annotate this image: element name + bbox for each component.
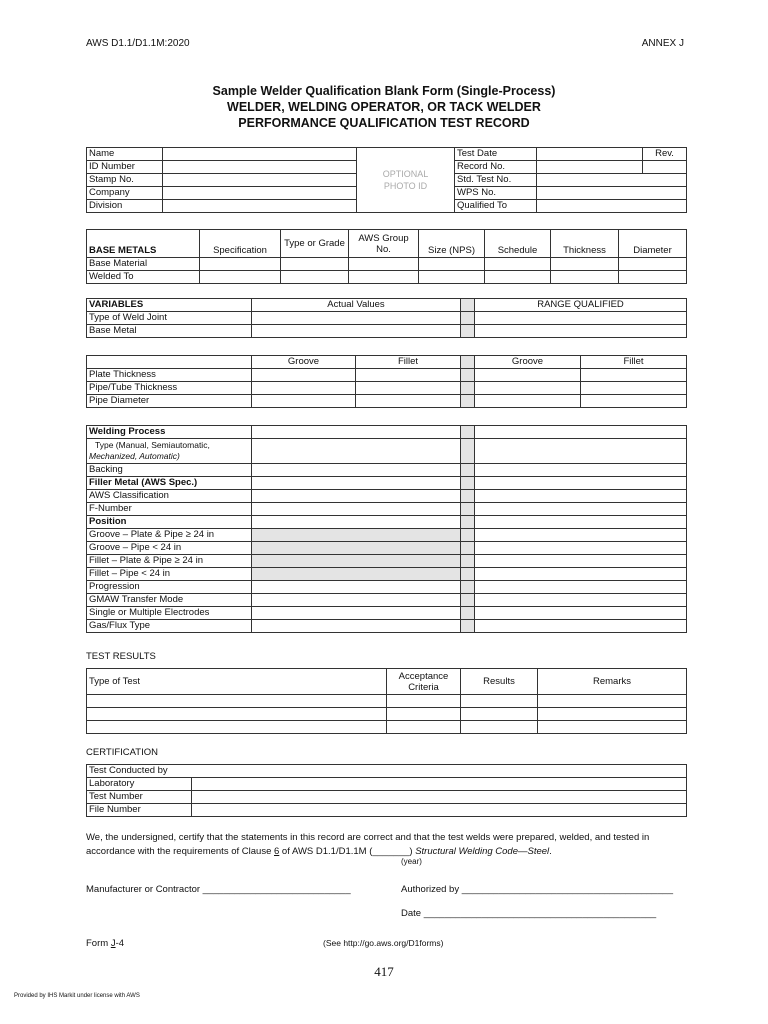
name-field[interactable]: [163, 148, 357, 161]
statement-text: accordance with the requirements of Clause: [86, 846, 274, 857]
table-row: [87, 477, 687, 490]
table-row: [87, 312, 687, 325]
record-no-field[interactable]: [537, 161, 643, 174]
table-cell[interactable]: [252, 581, 461, 594]
base-metals-table: [86, 229, 687, 284]
table-cell[interactable]: [87, 695, 387, 708]
progression-label: Progression: [87, 581, 252, 594]
table-cell[interactable]: [581, 382, 687, 395]
table-row: [87, 529, 687, 542]
division-label: Division: [87, 200, 163, 213]
rev-field[interactable]: [643, 161, 687, 174]
id-number-label: ID Number: [87, 161, 163, 174]
column-header: Specification: [200, 230, 281, 258]
table-cell[interactable]: [475, 568, 687, 581]
test-results-heading: TEST RESULTS: [86, 651, 156, 662]
id-number-field[interactable]: [163, 161, 357, 174]
type-label: [87, 439, 252, 464]
std-test-no-label: Std. Test No.: [455, 174, 537, 187]
test-date-field[interactable]: [537, 148, 643, 161]
shaded-cell: [461, 529, 475, 542]
shaded-cell: [461, 299, 475, 312]
table-cell[interactable]: [619, 271, 687, 284]
table-row: [87, 778, 687, 791]
table-cell[interactable]: [475, 439, 687, 464]
laboratory-label: Laboratory: [87, 778, 192, 791]
variables-table: [86, 298, 687, 338]
shaded-cell: [461, 312, 475, 325]
table-row: [87, 568, 687, 581]
shaded-cell: [461, 581, 475, 594]
file-number-label: File Number: [87, 804, 192, 817]
shaded-cell: [461, 516, 475, 529]
document-code: AWS D1.1/D1.1M:2020: [86, 38, 190, 49]
shaded-cell: [461, 395, 475, 408]
table-cell[interactable]: [475, 426, 687, 439]
table-row: [87, 542, 687, 555]
table-cell[interactable]: [252, 620, 461, 633]
table-cell[interactable]: [252, 439, 461, 464]
table-row: [87, 439, 687, 464]
table-row: [87, 695, 687, 708]
photo-label-2: PHOTO ID: [383, 181, 428, 191]
table-cell[interactable]: [252, 312, 461, 325]
form-letter: J: [110, 938, 116, 949]
table-row: [87, 620, 687, 633]
range-qualified-header: RANGE QUALIFIED: [475, 299, 687, 312]
base-material-label: Base Material: [87, 258, 200, 271]
filler-metal-label: Filler Metal (AWS Spec.): [87, 477, 252, 490]
table-cell[interactable]: [538, 695, 687, 708]
table-cell[interactable]: [252, 503, 461, 516]
shaded-cell: [461, 568, 475, 581]
electrodes-label: Single or Multiple Electrodes: [87, 607, 252, 620]
pipe-thickness-label: Pipe/Tube Thickness: [87, 382, 252, 395]
table-cell[interactable]: [419, 271, 485, 284]
groove-pipe-label: Groove – Pipe < 24 in: [87, 542, 252, 555]
form-suffix: -4: [115, 938, 125, 949]
stamp-no-label: Stamp No.: [87, 174, 163, 187]
table-header-row: [87, 356, 687, 369]
table-cell[interactable]: [475, 555, 687, 568]
table-cell[interactable]: [252, 464, 461, 477]
table-row: [87, 721, 687, 734]
table-cell[interactable]: [356, 395, 461, 408]
table-row: [87, 325, 687, 338]
test-date-label: Test Date: [455, 148, 537, 161]
table-cell[interactable]: [387, 708, 461, 721]
table-cell[interactable]: [475, 620, 687, 633]
wps-no-label: WPS No.: [455, 187, 537, 200]
shaded-cell: [252, 568, 461, 581]
rev-label: Rev.: [643, 148, 687, 161]
table-cell[interactable]: [349, 271, 419, 284]
shaded-cell: [252, 542, 461, 555]
groove-plate-label: Groove – Plate & Pipe ≥ 24 in: [87, 529, 252, 542]
record-no-label: Record No.: [455, 161, 537, 174]
page-number: 417: [374, 964, 394, 979]
type-label-line2: Mechanized, Automatic): [89, 451, 180, 461]
shaded-cell: [461, 464, 475, 477]
welding-process-table: [86, 425, 687, 633]
table-row: [87, 594, 687, 607]
variables-header: VARIABLES: [87, 299, 252, 312]
std-test-no-field[interactable]: [537, 174, 687, 187]
table-cell[interactable]: [349, 258, 419, 271]
table-cell[interactable]: [252, 490, 461, 503]
table-cell[interactable]: [387, 695, 461, 708]
laboratory-field[interactable]: [192, 778, 687, 791]
table-cell[interactable]: [538, 721, 687, 734]
table-cell[interactable]: [387, 721, 461, 734]
table-cell[interactable]: [252, 395, 356, 408]
shaded-cell: [461, 439, 475, 464]
table-cell[interactable]: [581, 395, 687, 408]
table-cell[interactable]: [475, 490, 687, 503]
table-cell[interactable]: [538, 708, 687, 721]
table-cell[interactable]: [461, 721, 538, 734]
fillet-plate-label: Fillet – Plate & Pipe ≥ 24 in: [87, 555, 252, 568]
table-cell[interactable]: [475, 477, 687, 490]
aws-classification-label: AWS Classification: [87, 490, 252, 503]
table-cell[interactable]: [87, 708, 387, 721]
division-field[interactable]: [163, 200, 357, 213]
table-row: [87, 464, 687, 477]
table-cell[interactable]: [252, 607, 461, 620]
table-row: [87, 555, 687, 568]
table-row: [87, 258, 687, 271]
form-number: [86, 937, 124, 950]
file-number-field[interactable]: [192, 804, 687, 817]
table-cell[interactable]: [475, 529, 687, 542]
form-subtitle-2: PERFORMANCE QUALIFICATION TEST RECORD: [238, 116, 530, 130]
table-cell[interactable]: [485, 258, 551, 271]
table-row: [87, 765, 687, 778]
table-cell[interactable]: [485, 271, 551, 284]
table-row: [87, 708, 687, 721]
table-row: [87, 490, 687, 503]
welding-process-label: Welding Process: [87, 426, 252, 439]
form-prefix: Form: [86, 938, 111, 949]
weld-joint-label: Type of Weld Joint: [87, 312, 252, 325]
shaded-cell: [461, 503, 475, 516]
company-label: Company: [87, 187, 163, 200]
table-row: [87, 804, 687, 817]
statement-text: of AWS D1.1/D1.1M (_______): [279, 846, 416, 857]
qualified-to-label: Qualified To: [455, 200, 537, 213]
table-cell[interactable]: [252, 516, 461, 529]
backing-label: Backing: [87, 464, 252, 477]
shaded-cell: [461, 607, 475, 620]
remarks-header: Remarks: [538, 669, 687, 695]
certification-table: [86, 764, 687, 817]
column-header: Schedule: [485, 230, 551, 258]
certification-heading: CERTIFICATION: [86, 747, 158, 758]
table-cell[interactable]: [281, 271, 349, 284]
clause-number: 6: [274, 846, 280, 857]
acceptance-line2: Criteria: [408, 681, 439, 693]
table-cell[interactable]: [551, 271, 619, 284]
shaded-cell: [461, 369, 475, 382]
shaded-cell: [461, 490, 475, 503]
photo-label-1: OPTIONAL: [382, 169, 429, 179]
column-header: AWS Group No.: [349, 230, 419, 258]
table-cell[interactable]: [419, 258, 485, 271]
welded-to-label: Welded To: [87, 271, 200, 284]
table-cell[interactable]: [461, 695, 538, 708]
forms-url-note: (See http://go.aws.org/D1forms): [323, 938, 444, 948]
actual-values-header: Actual Values: [252, 299, 461, 312]
table-row: [87, 426, 687, 439]
position-label: Position: [87, 516, 252, 529]
gmaw-label: GMAW Transfer Mode: [87, 594, 252, 607]
table-cell[interactable]: [356, 382, 461, 395]
year-caption: (year): [401, 857, 422, 866]
table-cell[interactable]: [475, 516, 687, 529]
table-cell[interactable]: [475, 542, 687, 555]
table-row: [87, 369, 687, 382]
test-results-table: [86, 668, 687, 734]
table-cell[interactable]: [475, 607, 687, 620]
plate-thickness-label: Plate Thickness: [87, 369, 252, 382]
code-name: Structural Welding Code—Steel: [415, 846, 550, 857]
table-row: [87, 581, 687, 594]
table-cell[interactable]: [475, 581, 687, 594]
groove-header: Groove: [252, 356, 356, 369]
table-row: [87, 382, 687, 395]
table-header-row: [87, 230, 687, 258]
thickness-table: [86, 355, 687, 408]
pipe-diameter-label: Pipe Diameter: [87, 395, 252, 408]
table-cell[interactable]: [87, 721, 387, 734]
table-cell[interactable]: [475, 503, 687, 516]
form-title: Sample Welder Qualification Blank Form (Single-Process): [212, 84, 556, 98]
table-cell[interactable]: [551, 258, 619, 271]
table-cell[interactable]: [200, 271, 281, 284]
table-cell[interactable]: [356, 369, 461, 382]
table-row: [87, 607, 687, 620]
groove-range-header: Groove: [475, 356, 581, 369]
test-conducted-by-label: Test Conducted by: [87, 765, 687, 778]
table-row: [87, 503, 687, 516]
test-number-label: Test Number: [87, 791, 192, 804]
f-number-label: F-Number: [87, 503, 252, 516]
column-header: Type or Grade: [281, 230, 349, 258]
test-number-field[interactable]: [192, 791, 687, 804]
table-cell[interactable]: [281, 258, 349, 271]
table-cell[interactable]: [475, 382, 581, 395]
shaded-cell: [461, 555, 475, 568]
table-cell[interactable]: [475, 369, 581, 382]
name-label: Name: [87, 148, 163, 161]
certification-statement-line2: [86, 845, 552, 858]
table-cell[interactable]: [475, 464, 687, 477]
table-cell[interactable]: [200, 258, 281, 271]
type-of-test-header: Type of Test: [87, 669, 387, 695]
table-cell[interactable]: [252, 594, 461, 607]
wps-no-field[interactable]: [537, 187, 687, 200]
gas-flux-label: Gas/Flux Type: [87, 620, 252, 633]
shaded-cell: [461, 356, 475, 369]
table-cell[interactable]: [475, 594, 687, 607]
table-cell[interactable]: [461, 708, 538, 721]
statement-text: .: [549, 846, 552, 857]
table-row: [87, 791, 687, 804]
shaded-cell: [252, 555, 461, 568]
shaded-cell: [252, 529, 461, 542]
column-header: Diameter: [619, 230, 687, 258]
table-cell[interactable]: [475, 395, 581, 408]
shaded-cell: [461, 426, 475, 439]
date-signature-line[interactable]: Date ____________________________________________: [401, 908, 657, 919]
base-metal-label: Base Metal: [87, 325, 252, 338]
stamp-no-field[interactable]: [163, 174, 357, 187]
table-cell[interactable]: [252, 369, 356, 382]
form-subtitle-1: WELDER, WELDING OPERATOR, OR TACK WELDER: [227, 100, 541, 114]
table-row: [87, 271, 687, 284]
table-cell[interactable]: [252, 477, 461, 490]
results-header: Results: [461, 669, 538, 695]
table-header-row: [87, 299, 687, 312]
shaded-cell: [461, 594, 475, 607]
table-cell[interactable]: [475, 312, 687, 325]
photo-id-box: [357, 148, 455, 213]
fillet-pipe-label: Fillet – Pipe < 24 in: [87, 568, 252, 581]
table-row: [87, 148, 687, 161]
shaded-cell: [461, 325, 475, 338]
manufacturer-signature-line[interactable]: Manufacturer or Contractor ____________________________: [86, 884, 351, 895]
table-cell[interactable]: [252, 382, 356, 395]
column-header: Thickness: [551, 230, 619, 258]
fillet-header: Fillet: [356, 356, 461, 369]
annex-label: ANNEX J: [641, 38, 684, 49]
table-row: [87, 395, 687, 408]
shaded-cell: [461, 620, 475, 633]
table-cell[interactable]: [581, 369, 687, 382]
table-row: [87, 516, 687, 529]
company-field[interactable]: [163, 187, 357, 200]
table-cell[interactable]: [252, 426, 461, 439]
qualified-to-field[interactable]: [537, 200, 687, 213]
table-cell[interactable]: [475, 325, 687, 338]
shaded-cell: [461, 542, 475, 555]
acceptance-criteria-header: [387, 669, 461, 695]
table-cell[interactable]: [252, 325, 461, 338]
shaded-cell: [461, 382, 475, 395]
id-block-table: [86, 147, 687, 213]
table-cell[interactable]: [619, 258, 687, 271]
column-header: Size (NPS): [419, 230, 485, 258]
authorized-by-signature-line[interactable]: Authorized by ________________________________________: [401, 884, 674, 895]
acceptance-line1: Acceptance: [398, 670, 449, 682]
provided-by-note: Provided by IHS Markit under license with AWS: [14, 993, 140, 999]
table-header-row: [87, 669, 687, 695]
certification-statement-line1: We, the undersigned, certify that the statements in this record are correct and that the test welds were prepared, welded, and tested in: [86, 832, 650, 843]
type-label-line1: Type (Manual, Semiautomatic,: [95, 440, 210, 450]
blank-header: [87, 356, 252, 369]
shaded-cell: [461, 477, 475, 490]
fillet-range-header: Fillet: [581, 356, 687, 369]
base-metals-header: BASE METALS: [87, 230, 200, 258]
